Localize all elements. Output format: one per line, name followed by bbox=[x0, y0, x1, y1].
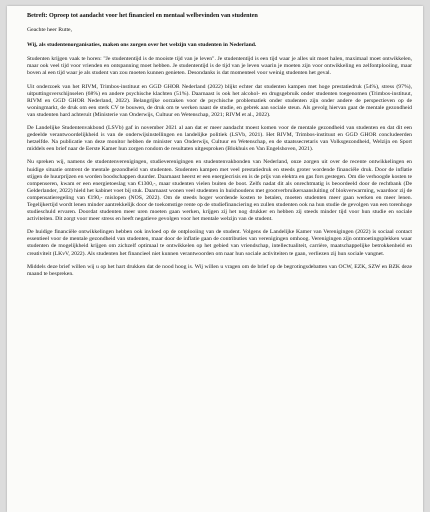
letter-lead: Wij, als studentenorganisaties, maken ons zorgen over het welzijn van studenten in Nederland. bbox=[27, 42, 257, 49]
paragraph: Nu spreken wij, namens de studentenverenigingen, studieverenigingen en studentenvakbonden van Nederland, onze zorgen uit over de recente ontwikkelingen en huidige situatie omtrent de mentale gezondheid van studenten. Studenten kampen met veel prestatiedruk en steeds groter wordende financiële druk. Door de inflatie stijgen de huurprijzen en worden boodschappen duurder. Daarnaast heerst er een energiecrisis en is de prijs van elektra en gas fors gestegen. Om die verhoogde kosten te compenseren, kwam er een energietoeslag van €1300,-, maar studenten vielen buiten de boot. Zelfs nadat dit als onrechtmatig is beoordeeld door de rechtbank (De Gelderlander, 2022) hield het kabinet voet bij stuk. Daarnaast wonen veel studenten in huishoudens met grootverbruikersaansluiting of blokverwarming, waardoor zij de compensatieregeling van €190,- mislopen (NOS, 2022). Om de steeds hoger wordende kosten te betalen, moeten studenten meer gaan werken en meer lenen. Tegelijkertijd wordt lenen minder aantrekkelijk door de toekomstige rente op de studiefinanciering en zullen studenten ook na hun studie de gevolgen van een torenhoge studieschuld ervaren. Doordat studenten meer uren moeten gaan werken, krijgen zij het nog drukker en hebben zij steeds minder tijd voor hun studie en sociale activiteiten. Dit zorgt voor meer stress en heeft negatieve gevolgen voor het mentale welzijn van de student. bbox=[27, 159, 412, 223]
paragraph: Middels deze brief willen wij u op het hart drukken dat de nood hoog is. Wij willen u vragen om de brief op de begrotingsdebatten van OCW, EZK, SZW en BZK deze maand te bespreken. bbox=[27, 263, 412, 277]
letter-body bbox=[27, 12, 412, 284]
paragraph: Studenten krijgen vaak te horen: "Je studententijd is de mooiste tijd van je leven". Je studententijd is een tijd waar je alles uit moet halen, maximaal moet ontwikkelen, maar ook veel tijd voor vrienden en ontspanning moet hebben. Je studententijd is de tijd van je leven waarin je moeten zijn voor ontwikkeling en zelfontplooiing, maar boven al een tijd waar je als student van zou moeten kunnen genieten. Desondanks is dat momenteel voor weinig studenten het geval. bbox=[27, 56, 412, 77]
paragraph: De Landelijke Studentenvakbond (LSVb) gaf in november 2021 al aan dat er meer aandacht moest komen voor de mentale gezondheid van studenten en dat dit een gedeelde verantwoordelijkheid is van de onderwijsinstellingen en landelijke politiek (LSVb, 2021). Het RIVM, Trimbos-instituut en GGD GHOR concludeerden hetzelfde. Na publicatie van deze monitor hebben de minister van Onderwijs, Cultuur en Wetenschap, en de staatssecretaris van Volksgezondheid, Welzijn en Sport middels een brief naar de Eerste Kamer hun zorgen rondom de resultaten uitgesproken (Blokhuis en Van Engelshoven, 2021). bbox=[27, 125, 412, 153]
letter-salutation: Geachte heer Rutte, bbox=[27, 27, 73, 34]
letter-subject: Betreft: Oproep tot aandacht voor het financieel en mentaal welbevinden van studenten bbox=[27, 12, 258, 19]
paragraph: De huidige financiële ontwikkelingen hebben ook invloed op de ontplooiing van de student. Volgens de Landelijke Kamer van Verenigingen (2022) is sociaal contact essentieel voor de mentale gezondheid van studenten, maar door de inflatie gaan de contributies van verenigingen omhoog. Verenigingen zijn ontmoetingsplekken waar studenten de mogelijkheid krijgen om zichzelf optimaal te ontwikkelen op het gebied van vriendschap, intellectualiteit, carrière, maatschappelijke betrokkenheid en creativiteit (LKvV, 2022). Als studenten het financieel niet kunnen verantwoorden om naar hun sociale activiteiten te gaan, verliezen zij hun sociale vangnet. bbox=[27, 229, 412, 257]
letter-page bbox=[7, 6, 423, 512]
paragraph: Uit onderzoek van het RIVM, Trimbos-instituut en GGD GHOR Nederland (2022) blijkt echter dat studenten kampen met hoge prestatiedruk (54%), stress (97%), uitputtingsverschijnselen (68%) en andere psychische klachten (51%). Daarnaast is ook het alcohol- en drugsgebruik onder studenten toegenomen (Trimbos-instituut, RIVM en GGD GHOR Nederland, 2022). Belangrijke oorzaken voor de psychische problematiek onder studenten zijn onder andere de perspectieven op de woningmarkt, de druk om een sterk CV te bouwen, de druk om te werken naast de studie, en gebrek aan sociale steun. Als gevolg hiervan gaat de mentale gezondheid van studenten hard achteruit (Ministerie van Onderwijs, Cultuur en Wetenschap, 2021; RIVM et al., 2022). bbox=[27, 83, 412, 118]
